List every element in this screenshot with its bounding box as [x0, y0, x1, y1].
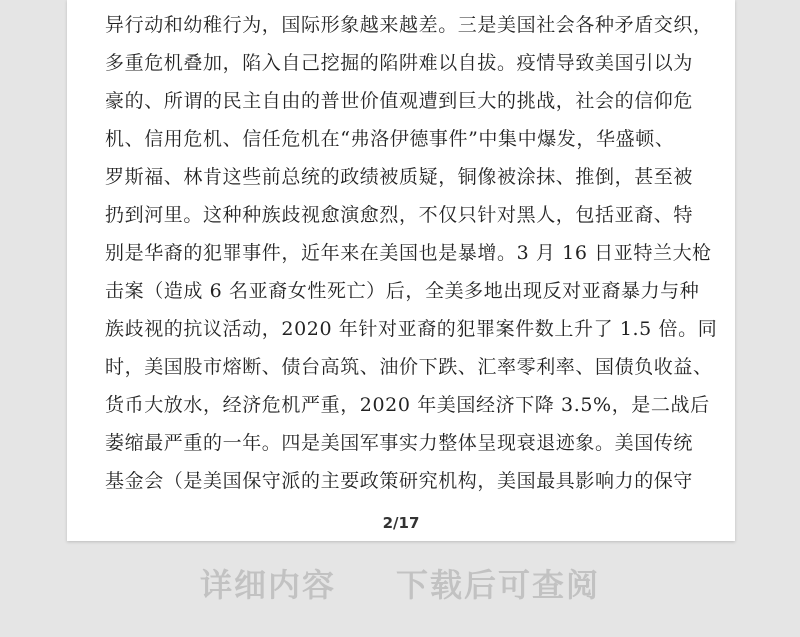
page-number: 2/17 [382, 514, 420, 532]
text-line: 货币大放水，经济危机严重，2020 年美国经济下降 3.5%，是二战后 [105, 394, 710, 416]
text-line: 基金会（是美国保守派的主要政策研究机构，美国最具影响力的保守 [105, 470, 694, 492]
download-prompt-banner[interactable] [0, 560, 800, 606]
text-line: 罗斯福、林肯这些前总统的政绩被质疑，铜像被涂抹、推倒，甚至被 [105, 166, 694, 188]
text-line: 扔到河里。这种种族歧视愈演愈烈，不仅只针对黑人，包括亚裔、特 [105, 204, 694, 226]
text-line: 机、信用危机、信任危机在“弗洛伊德事件”中集中爆发，华盛顿、 [105, 128, 675, 150]
text-line: 击案（造成 6 名亚裔女性死亡）后，全美多地出现反对亚裔暴力与种 [105, 280, 700, 302]
download-label: 下载后可查阅 [396, 566, 601, 604]
body-text [105, 6, 718, 500]
text-line: 族歧视的抗议活动，2020 年针对亚裔的犯罪案件数上升了 1.5 倍。同 [105, 318, 718, 340]
text-line: 豪的、所谓的民主自由的普世价值观遭到巨大的挑战，社会的信仰危 [105, 90, 694, 112]
details-label: 详细内容 [199, 566, 336, 604]
text-line: 多重危机叠加，陷入自己挖掘的陷阱难以自拔。疫情导致美国引以为 [105, 52, 694, 74]
text-line: 萎缩最严重的一年。四是美国军事实力整体呈现衰退迹象。美国传统 [105, 432, 694, 454]
text-line: 异行动和幼稚行为，国际形象越来越差。三是美国社会各种矛盾交织， [105, 14, 713, 36]
text-line: 时，美国股市熔断、债台高筑、油价下跌、汇率零利率、国债负收益、 [105, 356, 713, 378]
text-line: 别是华裔的犯罪事件，近年来在美国也是暴增。3 月 16 日亚特兰大枪 [105, 242, 712, 264]
document-page [67, 0, 735, 541]
